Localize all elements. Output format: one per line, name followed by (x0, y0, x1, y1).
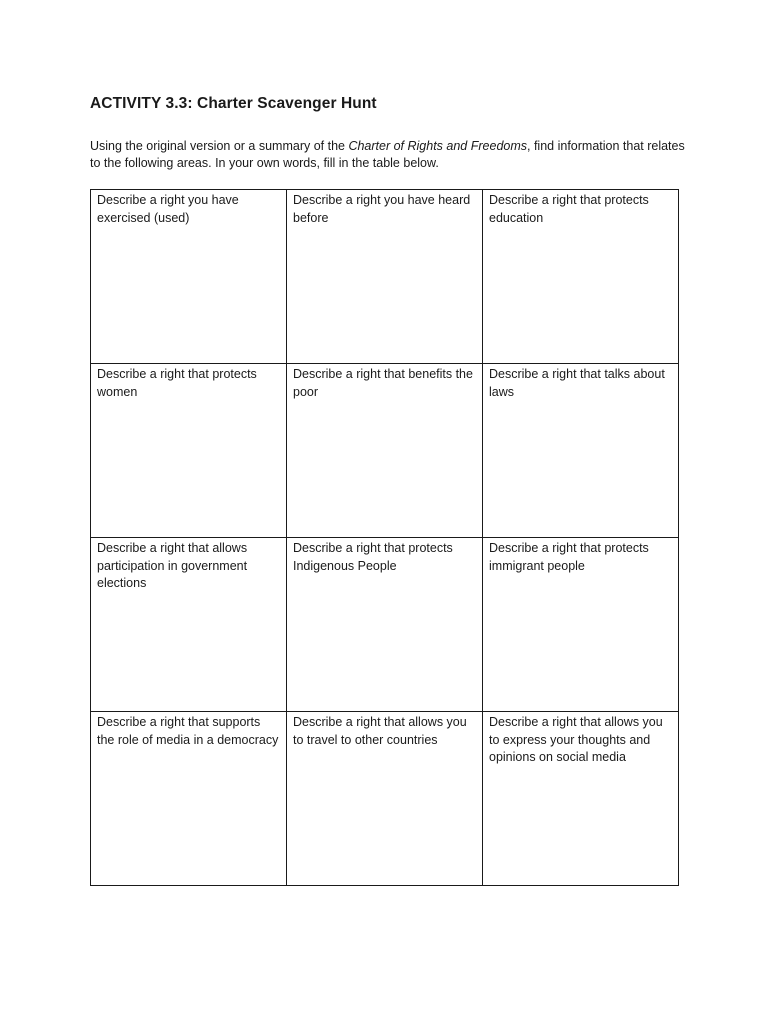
table-cell[interactable]: Describe a right that allows participation in government elections (91, 538, 287, 712)
table-cell[interactable]: Describe a right that supports the role of media in a democracy (91, 712, 287, 886)
instructions-text-start: Using the original version or a summary of the (90, 139, 349, 153)
scavenger-hunt-table (90, 189, 679, 886)
charter-title-italic: Charter of Rights and Freedoms (348, 139, 528, 153)
table-cell[interactable]: Describe a right that protects education (483, 190, 679, 364)
instructions-text-end: , find information that relates to the following areas. In your own words, fill in the table below. (90, 139, 685, 170)
instructions-paragraph (90, 138, 690, 172)
table-cell[interactable]: Describe a right you have exercised (used) (91, 190, 287, 364)
table-cell[interactable]: Describe a right that protects Indigenous People (287, 538, 483, 712)
table-row (91, 364, 679, 538)
table-cell[interactable]: Describe a right that benefits the poor (287, 364, 483, 538)
table-cell[interactable]: Describe a right that protects women (91, 364, 287, 538)
table-cell[interactable]: Describe a right you have heard before (287, 190, 483, 364)
table-cell[interactable]: Describe a right that talks about laws (483, 364, 679, 538)
table-cell[interactable]: Describe a right that protects immigrant people (483, 538, 679, 712)
table-row (91, 538, 679, 712)
table-cell[interactable]: Describe a right that allows you to travel to other countries (287, 712, 483, 886)
activity-title: ACTIVITY 3.3: Charter Scavenger Hunt (90, 95, 377, 112)
table-row (91, 712, 679, 886)
table-row (91, 190, 679, 364)
table-cell[interactable]: Describe a right that allows you to express your thoughts and opinions on social media (483, 712, 679, 886)
